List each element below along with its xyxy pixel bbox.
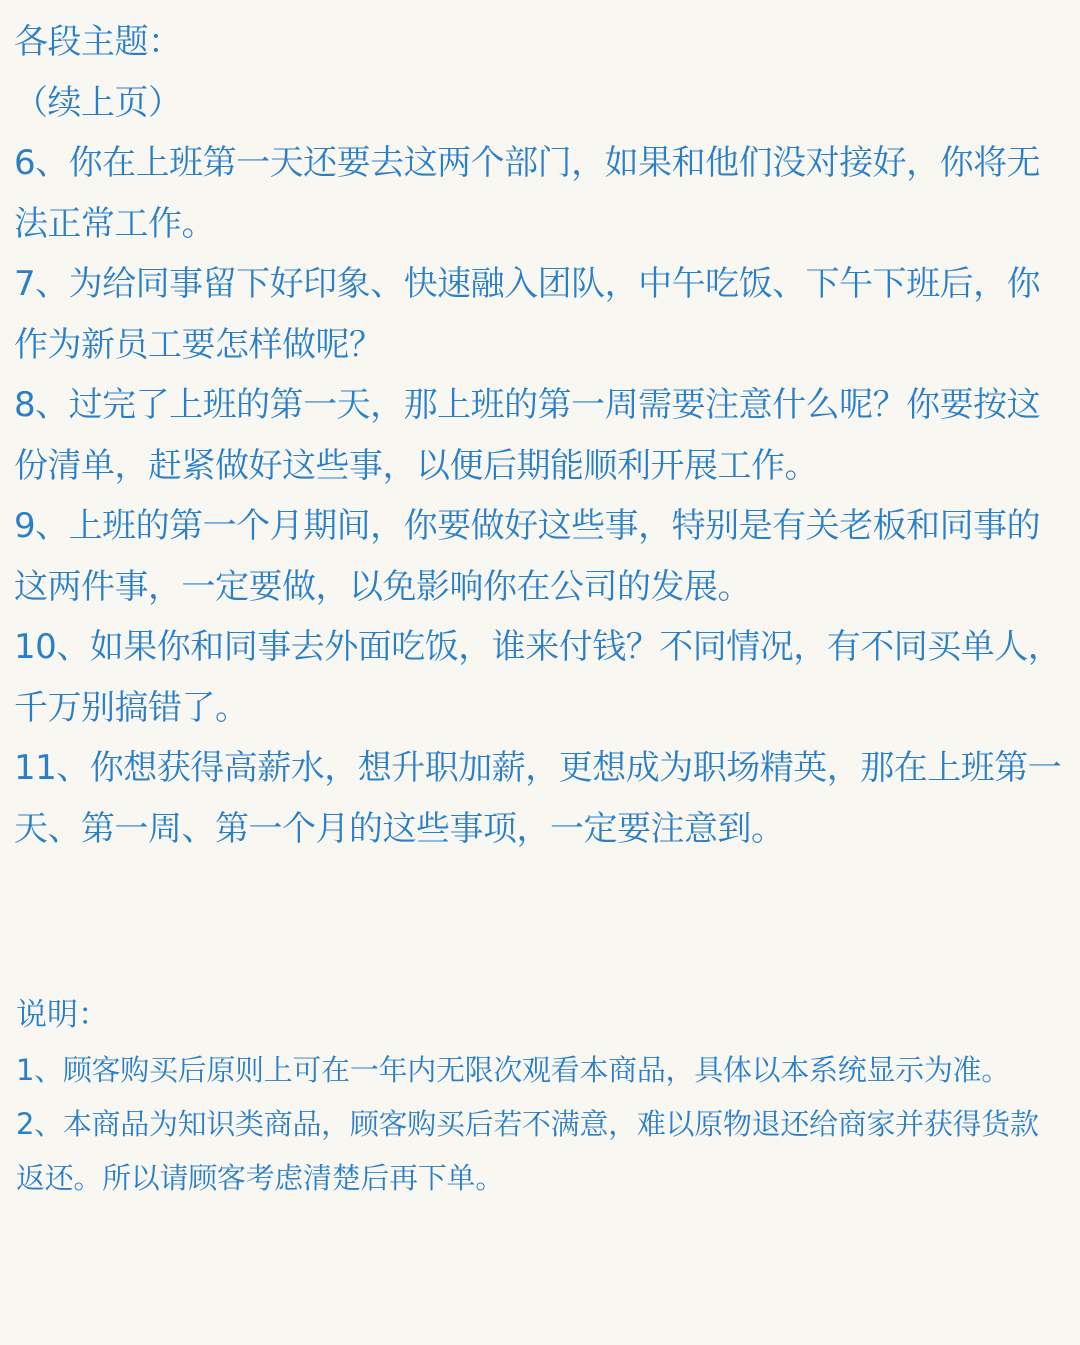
topic-item-8: 8、过完了上班的第一天，那上班的第一周需要注意什么呢？你要按这份清单，赶紧做好这些事，以便后期能顺利开展工作。 xyxy=(14,385,1041,486)
cutoff-text-fragment xyxy=(16,1203,716,1211)
note-item-1: 1、顾客购买后原则上可在一年内无限次观看本商品，具体以本系统显示为准。 xyxy=(16,1053,1010,1087)
note-item-2: 2、本商品为知识类商品，顾客购买后若不满意，难以原物退还给商家并获得货款返还。所以请顾客考虑清楚后再下单。 xyxy=(16,1107,1039,1195)
topic-item-10: 10、如果你和同事去外面吃饭，谁来付钱？不同情况，有不同买单人，千万别搞错了。 xyxy=(14,627,1062,728)
notes-title: 说明： xyxy=(16,997,109,1033)
continued-note: （续上页） xyxy=(14,82,182,123)
notes-list xyxy=(16,1043,1066,1205)
topic-item-6: 6、你在上班第一天还要去这两个部门，如果和他们没对接好，你将无法正常工作。 xyxy=(14,143,1041,244)
topic-item-11: 11、你想获得高薪水，想升职加薪，更想成为职场精英，那在上班第一天、第一周、第一个月的这些事项，一定要注意到。 xyxy=(14,748,1062,849)
topic-list xyxy=(14,12,1070,859)
topic-item-7: 7、为给同事留下好印象、快速融入团队，中午吃饭、下午下班后，你作为新员工要怎样做呢？ xyxy=(14,264,1041,365)
section-heading: 各段主题： xyxy=(14,22,182,62)
topic-item-9: 9、上班的第一个月期间，你要做好这些事，特别是有关老板和同事的这两件事，一定要做，以免影响你在公司的发展。 xyxy=(14,506,1041,607)
